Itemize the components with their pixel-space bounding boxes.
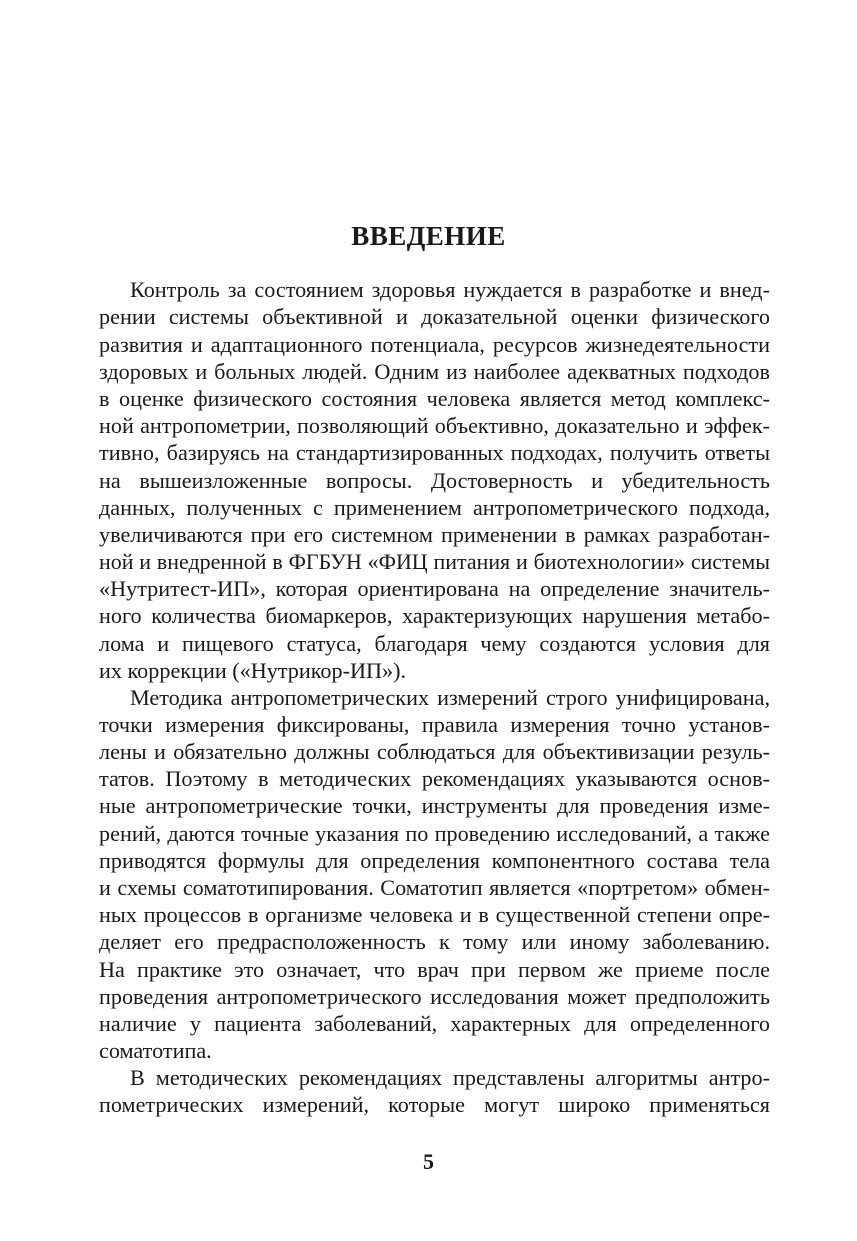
text-line: лома и пищевого статуса, благодаря чему создаются условия для bbox=[99, 631, 770, 656]
text-line: данных, полученных с применением антропометрического подхода, bbox=[99, 495, 770, 520]
text-line: рений, даются точные указания по проведению исследований, а также bbox=[99, 821, 770, 846]
text-line: ных процессов в организме человека и в существенной степени опре- bbox=[99, 902, 770, 927]
text-line: приводятся формулы для определения компонентного состава тела bbox=[99, 848, 770, 873]
text-line: ные антропометрические точки, инструменты для проведения изме- bbox=[99, 793, 770, 818]
text-line: проведения антропометрического исследования может предположить bbox=[99, 984, 770, 1009]
text-line: наличие у пациента заболеваний, характерных для определенного bbox=[99, 1011, 770, 1036]
text-line: развития и адаптационного потенциала, ресурсов жизнедеятельности bbox=[99, 332, 770, 357]
text-line: здоровых и больных людей. Одним из наиболее адекватных подходов bbox=[99, 359, 770, 384]
text-line: ной антропометрии, позволяющий объективно, доказательно и эффек- bbox=[99, 413, 770, 438]
text-line: Контроль за состоянием здоровья нуждается в разработке и внед- bbox=[130, 277, 770, 302]
text-line: «Нутритест-ИП», которая ориентирована на определение значитель- bbox=[99, 576, 770, 601]
text-line: пометрических измерений, которые могут широко применяться bbox=[99, 1092, 770, 1117]
text-line: точки измерения фиксированы, правила измерения точно установ- bbox=[99, 712, 770, 737]
page-title: ВВЕДЕНИЕ bbox=[351, 221, 506, 251]
page-number: 5 bbox=[423, 1149, 434, 1174]
text-line: татов. Поэтому в методических рекомендациях указываются основ- bbox=[99, 766, 770, 791]
text-line: в оценке физического состояния человека является метод комплекс- bbox=[99, 386, 770, 411]
text-line: увеличиваются при его системном применении в рамках разработан- bbox=[99, 522, 770, 547]
text-line: соматотипа. bbox=[99, 1038, 212, 1063]
text-line: и схемы соматотипирования. Соматотип является «портретом» обмен- bbox=[99, 875, 770, 900]
text-line: деляет его предрасположенность к тому или иному заболеванию. bbox=[99, 929, 770, 954]
text-line: их коррекции («Нутрикор-ИП»). bbox=[99, 658, 407, 683]
text-line: на вышеизложенные вопросы. Достоверность и убедительность bbox=[99, 468, 770, 493]
text-line: На практике это означает, что врач при первом же приеме после bbox=[99, 957, 770, 982]
text-line: ного количества биомаркеров, характеризующих нарушения метабо- bbox=[99, 603, 770, 628]
text-line: рении системы объективной и доказательной оценки физического bbox=[99, 304, 770, 329]
text-line: ной и внедренной в ФГБУН «ФИЦ питания и биотехнологии» системы bbox=[99, 549, 770, 574]
text-line: Методика антропометрических измерений строго унифицирована, bbox=[130, 685, 770, 710]
text-line: В методических рекомендациях представлены алгоритмы антро- bbox=[130, 1065, 770, 1090]
text-line: лены и обязательно должны соблюдаться для объективизации резуль- bbox=[99, 739, 770, 764]
text-line: тивно, базируясь на стандартизированных подходах, получить ответы bbox=[99, 440, 770, 465]
